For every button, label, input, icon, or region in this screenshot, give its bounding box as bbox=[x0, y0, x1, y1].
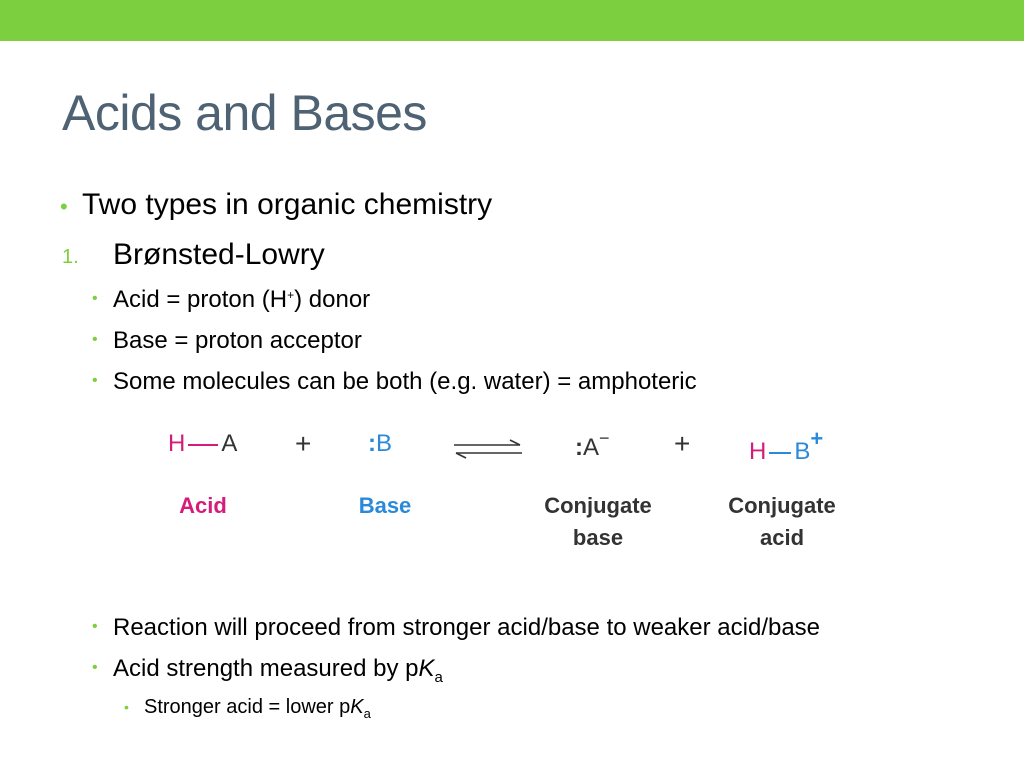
bullet-dot-icon: • bbox=[92, 659, 98, 676]
slide-title: Acids and Bases bbox=[62, 85, 427, 141]
conjugate-base-formula: :A− bbox=[575, 428, 610, 461]
bullet-text: Two types in organic chemistry bbox=[82, 188, 493, 221]
bullet-text: Acid strength measured by $pK_a$ bbox=[113, 655, 443, 686]
bond-line bbox=[769, 452, 791, 454]
bullet-dot-icon: • bbox=[92, 331, 98, 348]
bullet-text: Base = proton acceptor bbox=[113, 327, 362, 354]
base-formula: :B bbox=[368, 430, 393, 457]
numbered-text: Brønsted-Lowry bbox=[113, 238, 325, 271]
acid-formula: H A bbox=[168, 430, 238, 457]
label-conjugate-base: Conjugate base bbox=[544, 493, 652, 550]
bullet-text: Acid = proton (H+) donor bbox=[113, 286, 371, 313]
bullet-dot-icon: • bbox=[92, 372, 98, 389]
plus-sign: + bbox=[295, 428, 312, 459]
bullet-text: Stronger acid = lower $pK_a$ bbox=[144, 696, 371, 721]
top-accent-bar bbox=[0, 0, 1024, 41]
bullet-text: Reaction will proceed from stronger acid/base to weaker acid/base bbox=[113, 614, 821, 641]
bullet-dot-icon: • bbox=[60, 194, 68, 219]
number-marker: 1. bbox=[62, 246, 79, 268]
equilibrium-arrows-icon bbox=[452, 438, 524, 462]
conjugate-acid-formula: H B+ bbox=[749, 426, 824, 465]
bullet-dot-icon: • bbox=[92, 290, 98, 307]
label-base: Base bbox=[358, 493, 412, 518]
plus-sign: + bbox=[674, 428, 691, 459]
bond-line bbox=[188, 444, 218, 446]
bullet-text: Some molecules can be both (e.g. water) = amphoteric bbox=[113, 368, 697, 395]
label-acid: Acid bbox=[179, 493, 227, 518]
label-conjugate-acid: Conjugate acid bbox=[728, 493, 836, 550]
bullet-dot-icon: • bbox=[92, 618, 98, 635]
bullet-dot-icon: • bbox=[124, 699, 129, 715]
